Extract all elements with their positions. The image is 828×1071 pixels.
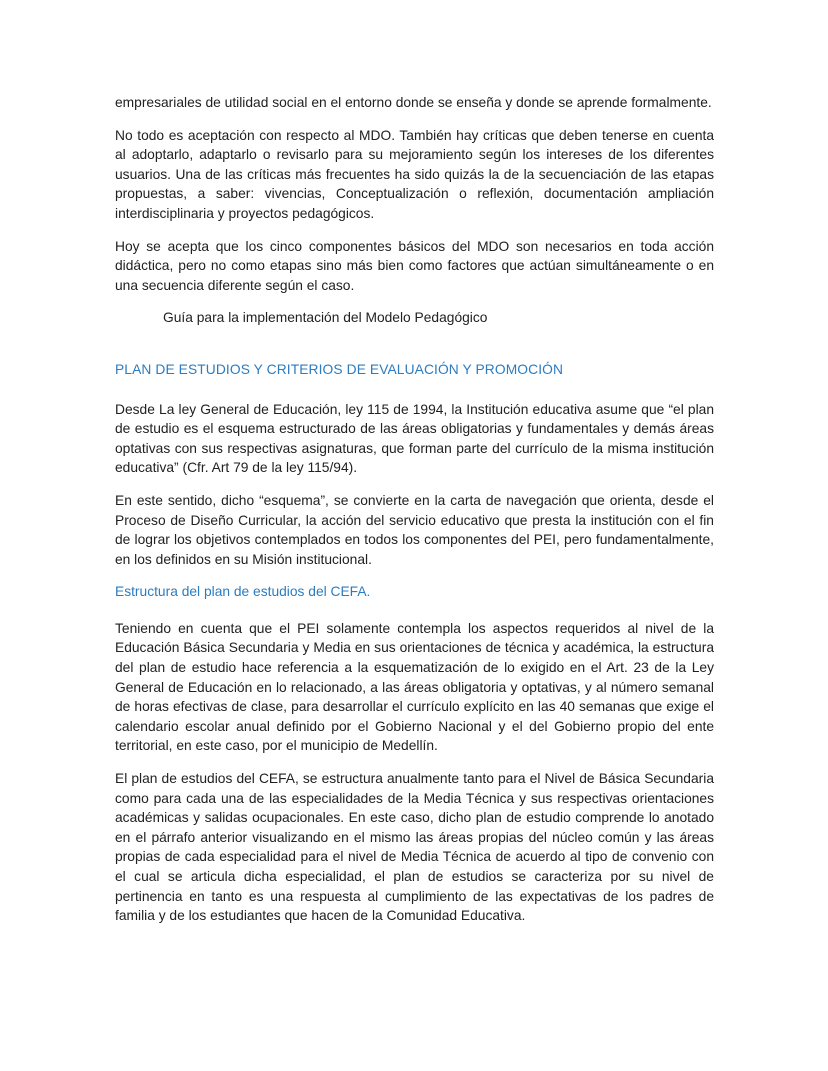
guide-caption: Guía para la implementación del Modelo Pedagógico	[163, 310, 488, 326]
paragraph-continuation: empresariales de utilidad social en el entorno donde se enseña y donde se aprende formalmente.	[115, 95, 712, 110]
subsection-heading-estructura-cefa: Estructura del plan de estudios del CEFA.	[115, 584, 371, 600]
section-heading-plan-de-estudios: PLAN DE ESTUDIOS Y CRITERIOS DE EVALUACIÓN Y PROMOCIÓN	[115, 361, 564, 377]
document-content	[115, 93, 714, 939]
paragraph-ley-general: Desde La ley General de Educación, ley 115 de 1994, la Institución educativa asume que “el plan de estudio es el esquema estructurado de las áreas obligatorias y fundamentales y demás áreas optativas con sus respectivas asignaturas, que forman parte del currículo de la misma institución educativa” (Cfr. Art 79 de la ley 115/94).	[115, 401, 714, 476]
paragraph-estructura-pei: Teniendo en cuenta que el PEI solamente contempla los aspectos requeridos al nivel de la Educación Básica Secundaria y Media en sus orientaciones de técnica y académica, la estructura del plan de estudio hace referencia a la esquematización de lo exigido en el Art. 23 de la Ley General de Educación en lo relacionado, a las áreas obligatoria y optativas, y al número semanal de horas efectivas de clase, para desarrollar el currículo explícito en las 40 semanas que exige el calendario escolar anual definido por el Gobierno Nacional y el del Gobierno propio del ente territorial, en este caso, por el municipio de Medellín.	[115, 620, 714, 754]
paragraph-esquema-navegacion: En este sentido, dicho “esquema”, se convierte en la carta de navegación que orienta, desde el Proceso de Diseño Curricular, la acción del servicio educativo que presta la institución con el fin de lograr los objetivos contemplados en todos los componentes del PEI, pero fundamentalmente, en los definidos en su Misión institucional.	[115, 492, 714, 567]
paragraph-plan-estudios-cefa: El plan de estudios del CEFA, se estructura anualmente tanto para el Nivel de Básica Secundaria como para cada una de las especialidades de la Media Técnica y sus respectivas orientaciones académicas y salidas ocupacionales. En este caso, dicho plan de estudio comprende lo anotado en el párrafo anterior visualizando en el mismo las áreas propias del núcleo común y las áreas propias de cada especialidad para el nivel de Media Técnica de acuerdo al tipo de convenio con el cual se articula dicha especialidad, el plan de estudios se caracteriza por su nivel de pertinencia en tanto es una respuesta al cumplimiento de las expectativas de los padres de familia y de los estudiantes que hacen de la Comunidad Educativa.	[115, 771, 714, 924]
paragraph-mdo-criticas: No todo es aceptación con respecto al MDO. También hay críticas que deben tenerse en cuenta al adoptarlo, adaptarlo o revisarlo para su mejoramiento según los intereses de los diferentes usuarios. Una de las críticas más frecuentes ha sido quizás la de la secuenciación de las etapas propuestas, a saber: vivencias, Conceptualización o reflexión, documentación ampliación interdisciplinaria y proyectos pedagógicos.	[115, 127, 714, 221]
paragraph-mdo-componentes: Hoy se acepta que los cinco componentes básicos del MDO son necesarios en toda acción didáctica, pero no como etapas sino más bien como factores que actúan simultáneamente o en una secuencia diferente según el caso.	[115, 238, 714, 293]
